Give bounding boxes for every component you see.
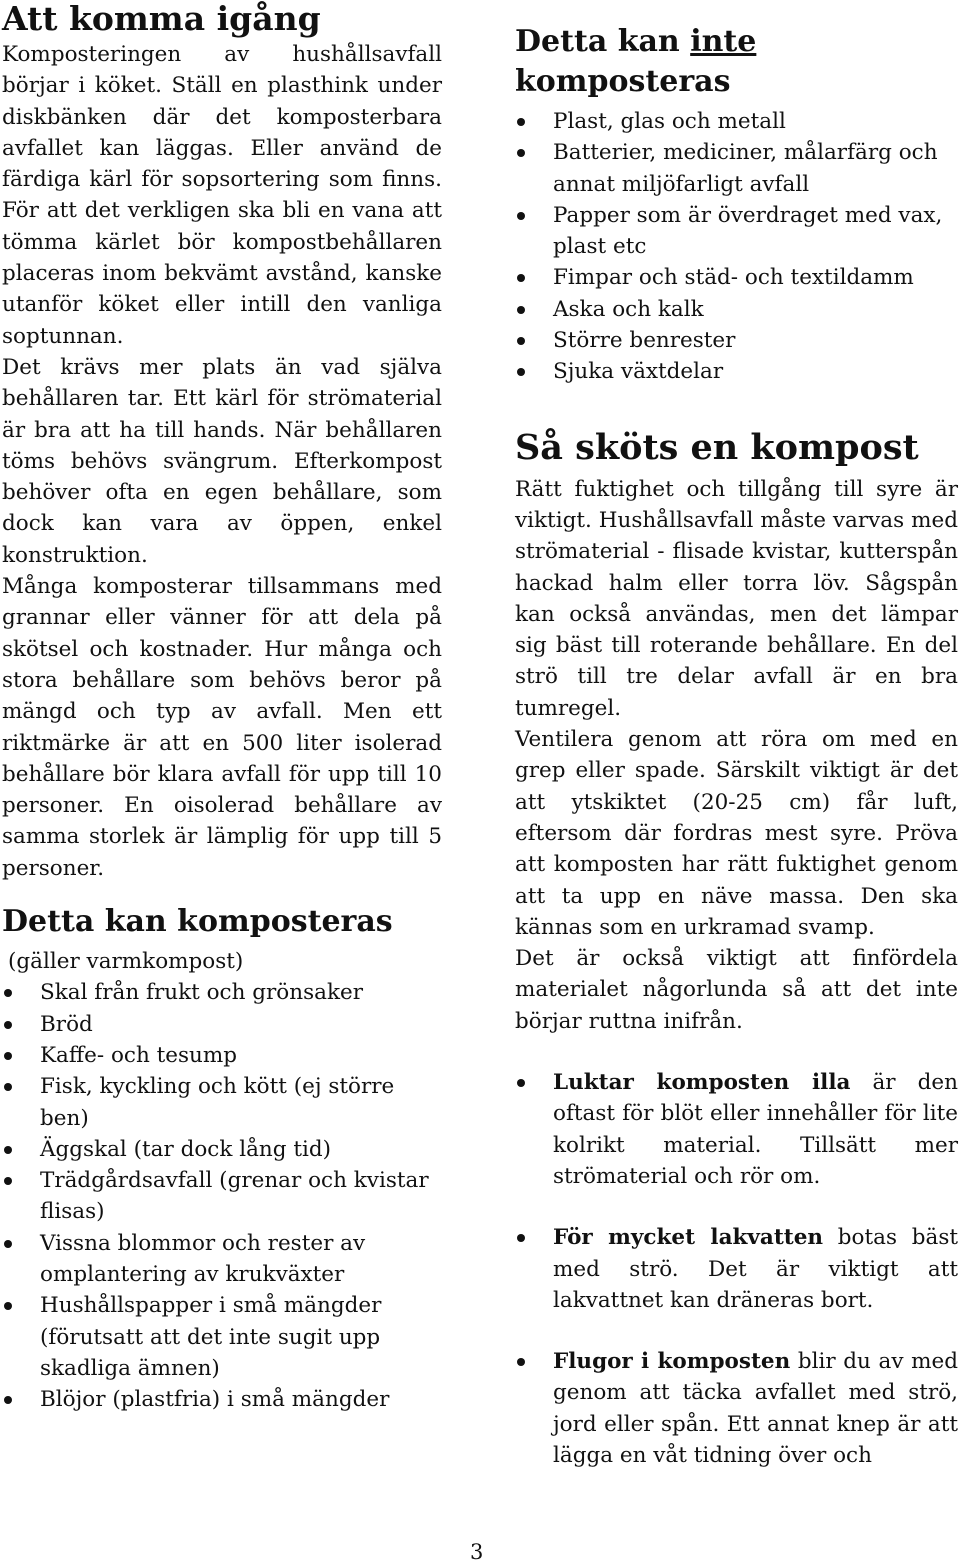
left-column (2, 0, 442, 1415)
tip-title: Flugor i komposten (553, 1349, 791, 1375)
heading-cannot-compost (515, 22, 958, 102)
tip-item (515, 1346, 958, 1471)
heading-can-compost: Detta kan komposteras (2, 904, 393, 940)
paragraph-intro-3: Många komposterar tillsammans med grannar eller vänner för att dela på skötsel och kostnader. Hur många och stora behållare som behövs beror på mängd och typ av avfall. Men ett riktmärke är att en 500 liter isolerad behållare bör klara avfall för upp till 10 personer. En oisolerad behållare av samma storlek är lämplig för upp till 5 personer. (2, 574, 442, 881)
compost-note: (gäller varmkompost) (8, 949, 244, 975)
paragraph-intro-2: Det krävs mer plats än vad själva behållaren tar. Ett kärl för strömaterial är bra att ha till hands. När behållaren töms behövs svängrum. Efterkompost behöver ofta en egen behållare, som dock kan vara av öppen, enkel konstruktion. (2, 354, 442, 568)
tip-title: Luktar komposten illa (553, 1070, 851, 1096)
list-item: Hushållspapper i små mängder (förutsatt att det inte sugit upp skadliga ämnen) (2, 1290, 442, 1384)
tip-item (515, 1067, 958, 1192)
list-item: Större benrester (515, 325, 958, 356)
heading-compost-care: Så sköts en kompost (515, 426, 919, 468)
list-item: Fimpar och städ- och textildamm (515, 262, 958, 293)
list-item: Aska och kalk (515, 294, 958, 325)
paragraph-care-1: Rätt fuktighet och tillgång till syre är viktigt. Hushållsavfall måste varvas med strömaterial - flisade kvistar, kutterspån hackad halm eller torra löv. Sågspån kan också användas, men det lämpar sig bäst till roterande behållare. En del strö till tre delar avfall är en bra tumregel. (515, 476, 958, 721)
paragraph-care-2: Ventilera genom att röra om med en grep eller spade. Särskilt viktigt är det att ytskiktet (20-25 cm) får luft, eftersom där fordras mest syre. Pröva att komposten har rätt fuktighet genom att ta upp en näve massa. Den ska kännas som en urkramad svamp. (515, 727, 958, 940)
heading-getting-started: Att komma igång (2, 0, 321, 38)
not-compost-list (515, 106, 958, 388)
compost-list (2, 977, 442, 1415)
tip-title: För mycket lakvatten (553, 1225, 824, 1251)
list-item: Papper som är överdraget med vax, plast etc (515, 200, 958, 263)
list-item: Blöjor (plastfria) i små mängder (2, 1384, 442, 1415)
heading-emphasis: inte (690, 24, 757, 59)
heading-part: komposteras (515, 64, 731, 99)
paragraph-care-3: Det är också viktigt att finfördela materialet någorlunda så att det inte börjar ruttna inifrån. (515, 946, 958, 1034)
list-item: Fisk, kyckling och kött (ej större ben) (2, 1071, 442, 1134)
list-item: Batterier, mediciner, målarfärg och annat miljöfarligt avfall (515, 137, 958, 200)
list-item: Kaffe- och tesump (2, 1040, 442, 1071)
list-item: Sjuka växtdelar (515, 356, 958, 387)
list-item: Skal från frukt och grönsaker (2, 977, 442, 1008)
tips-list (515, 1067, 958, 1471)
list-item: Trädgårdsavfall (grenar och kvistar flisas) (2, 1165, 442, 1228)
heading-part: Detta kan (515, 24, 691, 59)
list-item: Vissna blommor och rester av omplantering av krukväxter (2, 1228, 442, 1291)
paragraph-intro-1: Komposteringen av hushållsavfall börjar i köket. Ställ en plasthink under diskbänken där det komposterbara avfallet kan läggas. Eller använd de färdiga kärl för sopsortering som finns. För att det verkligen ska bli en vana att tömma kärlet bör kompostbehållaren placeras inom bekvämt avstånd, kanske utanför köket eller intill den vanliga soptunnan. (2, 42, 442, 349)
tip-item (515, 1222, 958, 1316)
list-item: Äggskal (tar dock lång tid) (2, 1134, 442, 1165)
list-item: Plast, glas och metall (515, 106, 958, 137)
tip-text: blir du av med genom att täcka avfallet med strö, jord eller spån. Ett annat knep är att lägga en våt tidning över och (553, 1349, 959, 1468)
list-item: Bröd (2, 1009, 442, 1040)
page-number: 3 (470, 1540, 484, 1564)
right-column (515, 0, 958, 1471)
tip-text: är den oftast för blöt eller innehåller för lite kolrikt material. Tillsätt mer strömaterial och rör om. (553, 1070, 958, 1189)
tip-text: botas bäst med strö. Det är viktigt att lakvattnet kan dräneras bort. (553, 1225, 958, 1313)
